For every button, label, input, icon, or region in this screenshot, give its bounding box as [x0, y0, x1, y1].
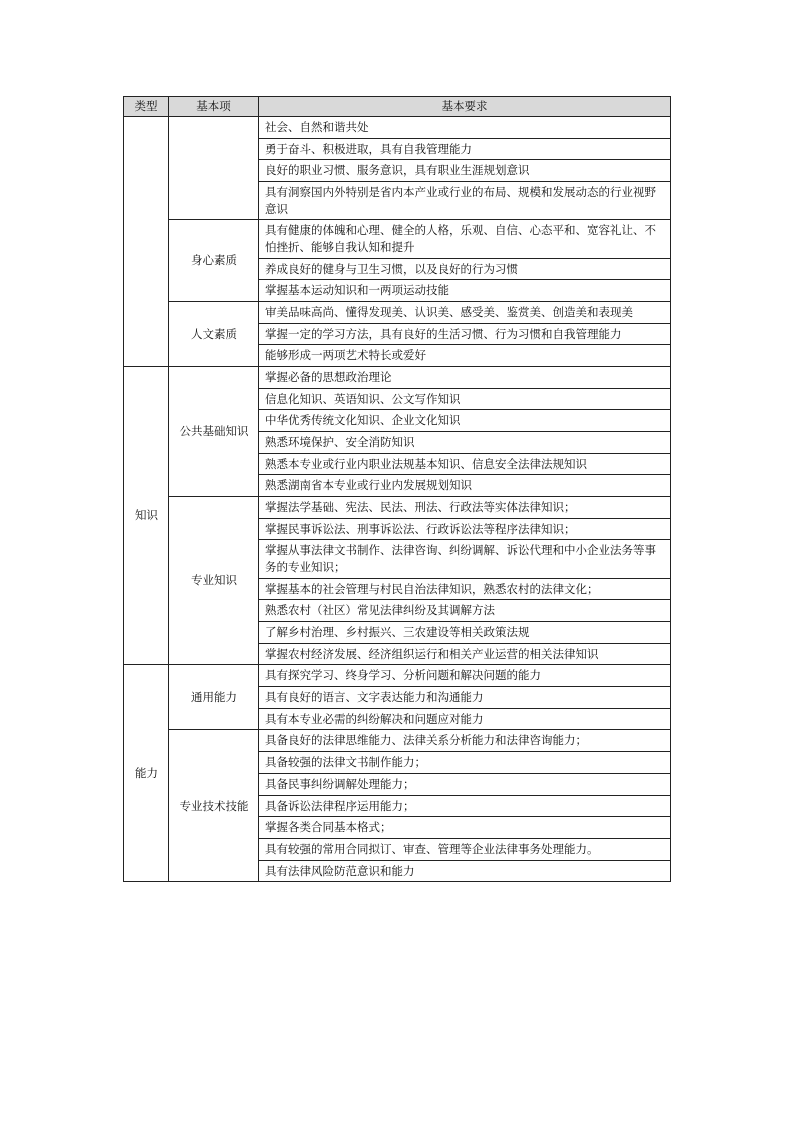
requirement-cell: 具有健康的体魄和心理、健全的人格，乐观、自信、心态平和、宽容礼让、不怕挫折、能够自我认知和提升	[259, 220, 671, 258]
requirement-cell: 具备良好的法律思维能力、法律关系分析能力和法律咨询能力；	[259, 730, 671, 752]
item-cell: 专业技术技能	[169, 730, 259, 882]
header-row	[124, 97, 671, 117]
item-cell: 身心素质	[169, 220, 259, 302]
requirement-cell: 熟悉农村（社区）常见法律纠纷及其调解方法	[259, 600, 671, 622]
requirement-cell: 掌握民事诉讼法、刑事诉讼法、行政诉讼法等程序法律知识；	[259, 518, 671, 540]
table-row	[124, 730, 671, 752]
requirement-cell: 了解乡村治理、乡村振兴、三农建设等相关政策法规	[259, 622, 671, 644]
item-cell: 人文素质	[169, 302, 259, 367]
requirement-cell: 掌握基本的社会管理与村民自治法律知识，熟悉农村的法律文化；	[259, 578, 671, 600]
header-type: 类型	[124, 97, 169, 117]
table-body	[124, 117, 671, 882]
requirement-cell: 掌握农村经济发展、经济组织运行和相关产业运营的相关法律知识	[259, 643, 671, 665]
table-row	[124, 367, 671, 389]
requirement-cell: 能够形成一两项艺术特长或爱好	[259, 345, 671, 367]
requirement-cell: 审美品味高尚、懂得发现美、认识美、感受美、鉴赏美、创造美和表现美	[259, 302, 671, 324]
type-cell: 知识	[124, 367, 169, 665]
requirement-cell: 具有法律风险防范意识和能力	[259, 860, 671, 882]
table-row	[124, 117, 671, 139]
table-row	[124, 497, 671, 519]
requirement-cell: 社会、自然和谐共处	[259, 117, 671, 139]
table-row	[124, 302, 671, 324]
requirement-cell: 具备民事纠纷调解处理能力；	[259, 773, 671, 795]
type-cell	[124, 117, 169, 367]
requirement-cell: 掌握一定的学习方法，具有良好的生活习惯、行为习惯和自我管理能力	[259, 323, 671, 345]
requirements-table	[123, 96, 671, 882]
requirement-cell: 具备较强的法律文书制作能力；	[259, 752, 671, 774]
requirement-cell: 勇于奋斗、积极进取，具有自我管理能力	[259, 138, 671, 160]
requirement-cell: 具备诉讼法律程序运用能力；	[259, 795, 671, 817]
header-item: 基本项	[169, 97, 259, 117]
requirement-cell: 中华优秀传统文化知识、企业文化知识	[259, 410, 671, 432]
item-cell	[169, 117, 259, 220]
type-cell: 能力	[124, 665, 169, 882]
table-row	[124, 220, 671, 258]
item-cell: 公共基础知识	[169, 367, 259, 497]
requirement-cell: 掌握从事法律文书制作、法律咨询、纠纷调解、诉讼代理和中小企业法务等事务的专业知识；	[259, 540, 671, 578]
requirement-cell: 具有洞察国内外特别是省内本产业或行业的布局、规模和发展动态的行业视野意识	[259, 182, 671, 220]
requirement-cell: 具有良好的语言、文字表达能力和沟通能力	[259, 687, 671, 709]
requirement-cell: 养成良好的健身与卫生习惯，以及良好的行为习惯	[259, 258, 671, 280]
requirement-cell: 熟悉本专业或行业内职业法规基本知识、信息安全法律法规知识	[259, 453, 671, 475]
requirement-cell: 良好的职业习惯、服务意识，具有职业生涯规划意识	[259, 160, 671, 182]
requirement-cell: 掌握各类合同基本格式；	[259, 817, 671, 839]
requirement-cell: 具有探究学习、终身学习、分析问题和解决问题的能力	[259, 665, 671, 687]
item-cell: 专业知识	[169, 497, 259, 665]
table-header	[124, 97, 671, 117]
header-requirement: 基本要求	[259, 97, 671, 117]
requirement-cell: 具有较强的常用合同拟订、审查、管理等企业法律事务处理能力。	[259, 838, 671, 860]
requirement-cell: 掌握必备的思想政治理论	[259, 367, 671, 389]
item-cell: 通用能力	[169, 665, 259, 730]
requirement-cell: 掌握法学基础、宪法、民法、刑法、行政法等实体法律知识；	[259, 497, 671, 519]
table-row	[124, 665, 671, 687]
requirement-cell: 信息化知识、英语知识、公文写作知识	[259, 388, 671, 410]
requirement-cell: 熟悉环境保护、安全消防知识	[259, 432, 671, 454]
requirement-cell: 掌握基本运动知识和一两项运动技能	[259, 280, 671, 302]
requirement-cell: 熟悉湖南省本专业或行业内发展规划知识	[259, 475, 671, 497]
requirement-cell: 具有本专业必需的纠纷解决和问题应对能力	[259, 708, 671, 730]
